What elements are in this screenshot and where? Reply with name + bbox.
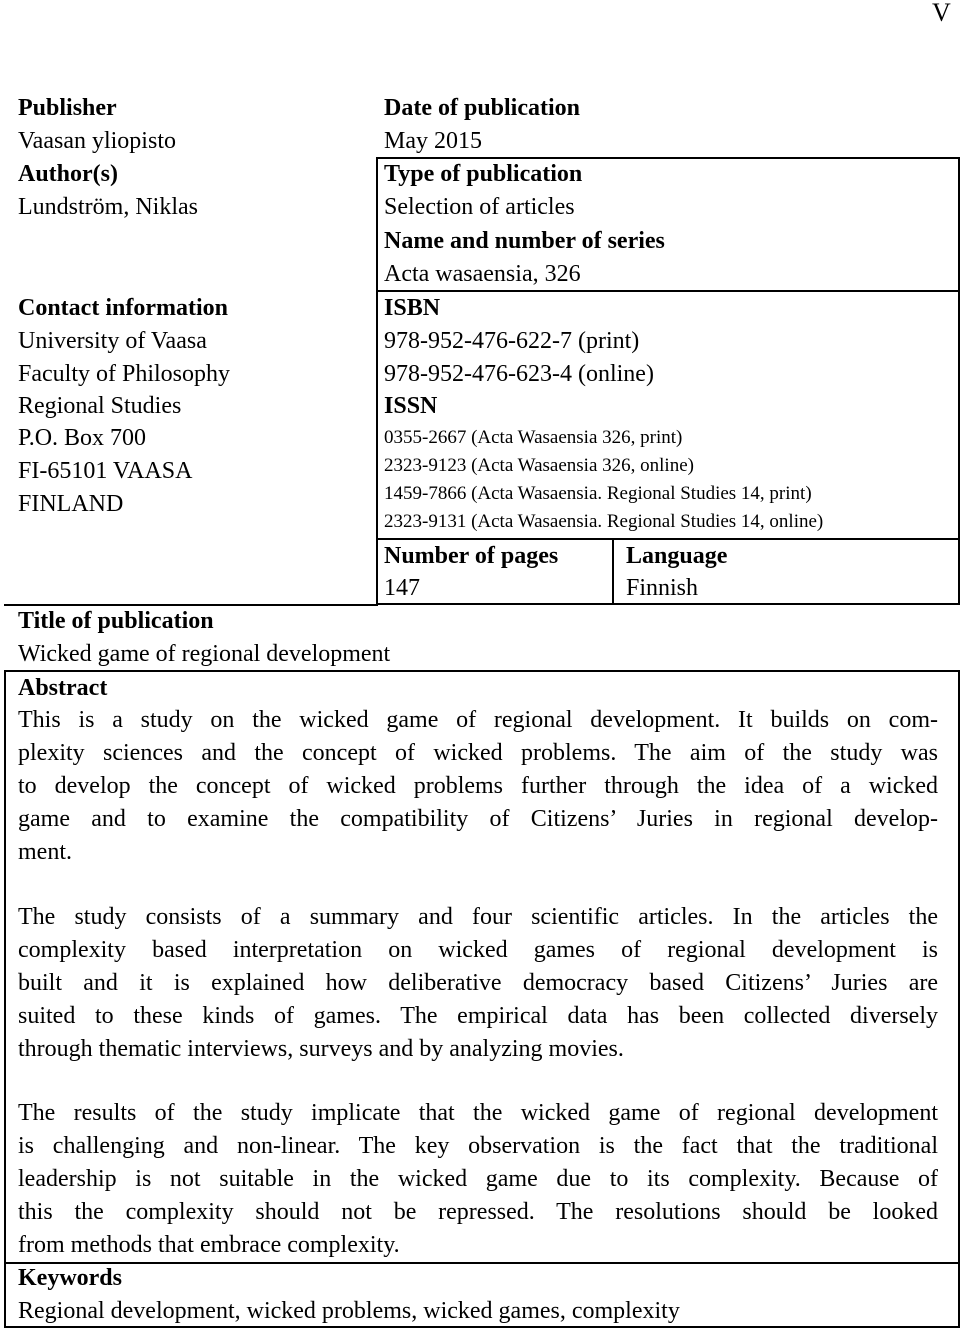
language-value: Finnish [626,575,699,601]
contact-line: FI-65101 VAASA [18,458,193,484]
abstract-line: to develop the concept of wicked problems further through the idea of a wicked [18,773,938,799]
title-label: Title of publication [18,608,214,634]
issn-line: 0355-2667 (Acta Wasaensia 326, print) [384,427,683,448]
abstract-line: this the complexity should not be repressed. The resolutions should be looked [18,1199,938,1225]
abstract-line: suited to these kinds of games. The empirical data has been collected diversely [18,1003,938,1029]
authors-value: Lundström, Niklas [18,194,198,220]
abstract-line: complexity based interpretation on wicked games of regional development is [18,937,938,963]
page-marker: V [932,0,951,27]
pages-label: Number of pages [384,543,559,569]
publisher-label: Publisher [18,95,117,121]
issn-line: 2323-9131 (Acta Wasaensia. Regional Studies 14, online) [384,511,824,532]
contact-line: University of Vaasa [18,328,207,354]
abstract-line: The results of the study implicate that the wicked game of regional development [18,1100,938,1126]
abstract-line: leadership is not suitable in the wicked game due to its complexity. Because of [18,1166,938,1192]
contact-line: FINLAND [18,491,124,517]
divider-keywords [4,1262,960,1264]
issn-line: 2323-9123 (Acta Wasaensia 326, online) [384,455,694,476]
abstract-line: through thematic interviews, surveys and by analyzing movies. [18,1036,624,1062]
abstract-line: This is a study on the wicked game of regional development. It builds on com- [18,707,938,733]
date-label: Date of publication [384,95,581,121]
issn-line: 1459-7866 (Acta Wasaensia. Regional Studies 14, print) [384,483,812,504]
date-value: May 2015 [384,128,482,154]
abstract-line: from methods that embrace complexity. [18,1232,400,1258]
abstract-line: is challenging and non-linear. The key observation is the fact that the traditional [18,1133,938,1159]
abstract-label: Abstract [18,675,108,701]
contact-line: Faculty of Philosophy [18,361,231,387]
divider-language [612,538,614,604]
abstract-line: The study consists of a summary and four scientific articles. In the articles the [18,904,938,930]
pub-type-value: Selection of articles [384,194,575,220]
isbn-line: 978-952-476-623-4 (online) [384,361,654,387]
publisher-value: Vaasan yliopisto [18,128,176,154]
contact-line: P.O. Box 700 [18,425,147,451]
abstract-line: built and it is explained how deliberative democracy based Citizens’ Juries are [18,970,938,996]
series-value: Acta wasaensia, 326 [384,261,581,287]
abstract-line: game and to examine the compatibility of Citizens’ Juries in regional develop- [18,806,938,832]
issn-label: ISSN [384,393,438,419]
pages-value: 147 [384,575,420,601]
pub-type-label: Type of publication [384,161,583,187]
abstract-paragraph [18,704,938,869]
isbn-line: 978-952-476-622-7 (print) [384,328,640,354]
authors-label: Author(s) [18,161,118,187]
series-label: Name and number of series [384,228,665,254]
abstract-line: plexity sciences and the concept of wicked problems. The aim of the study was [18,740,938,766]
abstract-paragraph [18,1097,938,1262]
abstract-paragraph [18,901,938,1066]
isbn-label: ISBN [384,295,441,321]
keywords-label: Keywords [18,1265,122,1291]
contact-line: Regional Studies [18,393,182,419]
language-label: Language [626,543,728,569]
title-value: Wicked game of regional development [18,641,391,667]
abstract-line: ment. [18,839,72,865]
contact-label: Contact information [18,295,228,321]
keywords-value: Regional development, wicked problems, wicked games, complexity [18,1298,680,1324]
